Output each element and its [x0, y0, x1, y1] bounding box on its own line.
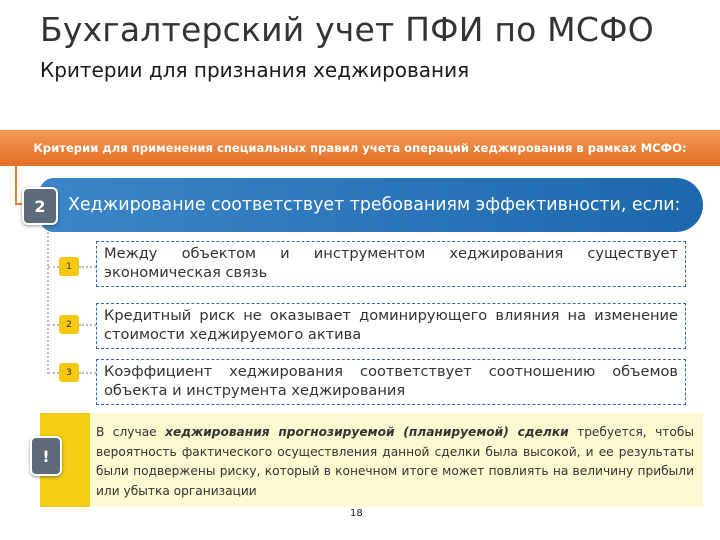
criterion-item: Между объектом и инструментом хеджирования существует экономическая связь	[96, 241, 686, 287]
section-heading: Хеджирование соответствует требованиям эффективности, если:	[68, 195, 681, 215]
note-emphasis: хеджирования прогнозируемой (планируемой) сделки	[165, 425, 569, 439]
note-text	[96, 423, 694, 501]
section-heading-bar	[40, 178, 703, 232]
page-subtitle: Критерии для признания хеджирования	[40, 58, 470, 82]
note-suffix: требуется, чтобы вероятность фактического осуществления данной сделки была высокой, и ее результаты были подвержены риску, который в конечном итоге может повлиять на величину прибыли или убытка организации	[96, 425, 694, 498]
note-prefix: В случае	[96, 425, 166, 439]
connector-line	[15, 166, 17, 204]
section-number-badge: 2	[22, 187, 58, 225]
exclamation-icon: !	[30, 436, 62, 476]
criteria-banner: Критерии для применения специальных правил учета операций хеджирования в рамках МСФО:	[0, 130, 720, 166]
tree-line	[79, 372, 96, 374]
tree-line	[79, 266, 96, 268]
tree-line	[47, 232, 49, 374]
criterion-item: Коэффициент хеджирования соответствует соотношению объемов объекта и инструмента хеджирования	[96, 359, 686, 405]
tree-line	[79, 324, 96, 326]
page-title: Бухгалтерский учет ПФИ по МСФО	[40, 10, 654, 49]
item-number-badge: 3	[59, 363, 79, 382]
tree-line	[48, 324, 59, 326]
item-number-badge: 2	[59, 315, 79, 334]
criterion-item: Кредитный риск не оказывает доминирующего влияния на изменение стоимости хеджируемого актива	[96, 303, 686, 349]
item-number-badge: 1	[59, 257, 79, 276]
tree-line	[48, 266, 59, 268]
tree-line	[48, 372, 59, 374]
page-number: 18	[350, 508, 363, 519]
